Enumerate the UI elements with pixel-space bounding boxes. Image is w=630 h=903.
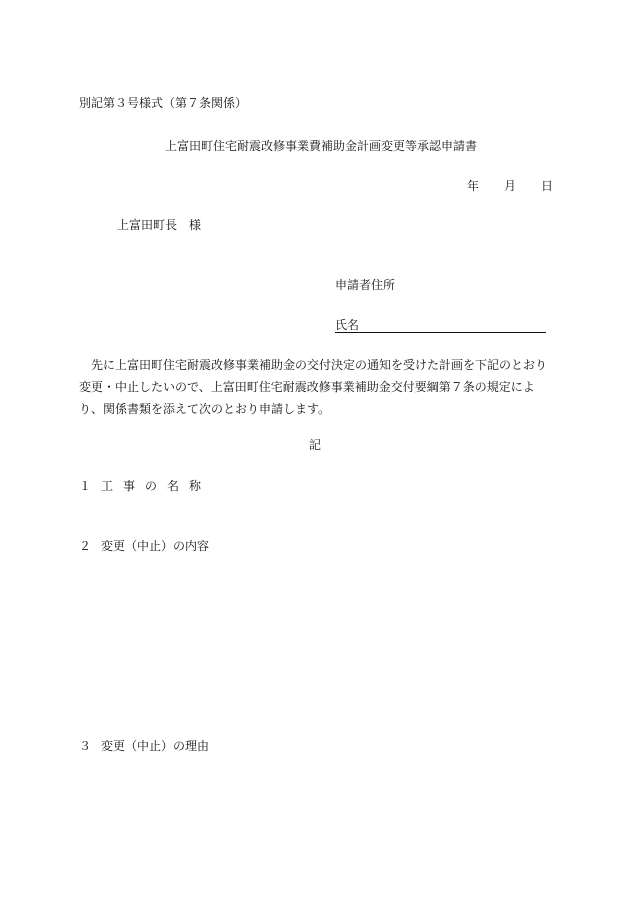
- application-body-text: 先に上富田町住宅耐震改修事業補助金の交付決定の通知を受けた計画を下記のとおり変更・中止したいので、上富田町住宅耐震改修事業補助金交付要綱第７条の規定により、関係書類を添えて次のとおり申請します。: [79, 358, 548, 416]
- form-number: 別記第３号様式（第７条関係）: [79, 96, 248, 110]
- item-label: 工事の名称: [101, 479, 212, 493]
- ki-heading: 記: [309, 438, 322, 452]
- applicant-name-label: 氏名: [335, 318, 360, 332]
- item-change-content: [79, 538, 209, 554]
- applicant-name-underline: [335, 332, 546, 333]
- date-day-label: 日: [541, 179, 554, 193]
- addressee: 上富田町長 様: [117, 218, 202, 232]
- document-title: 上富田町住宅耐震改修事業費補助金計画変更等承認申請書: [165, 139, 478, 153]
- item-label: 変更（中止）の内容: [101, 539, 210, 553]
- date-month-label: 月: [504, 179, 517, 193]
- item-number: １: [79, 479, 92, 493]
- applicant-address-label: 申請者住所: [335, 278, 396, 292]
- date-year-label: 年: [467, 179, 480, 193]
- item-number: ２: [79, 539, 92, 553]
- item-label: 変更（中止）の理由: [101, 739, 210, 753]
- item-number: ３: [79, 739, 92, 753]
- item-construction-name: [79, 478, 211, 494]
- item-change-reason: [79, 738, 209, 754]
- date-line: [467, 178, 553, 194]
